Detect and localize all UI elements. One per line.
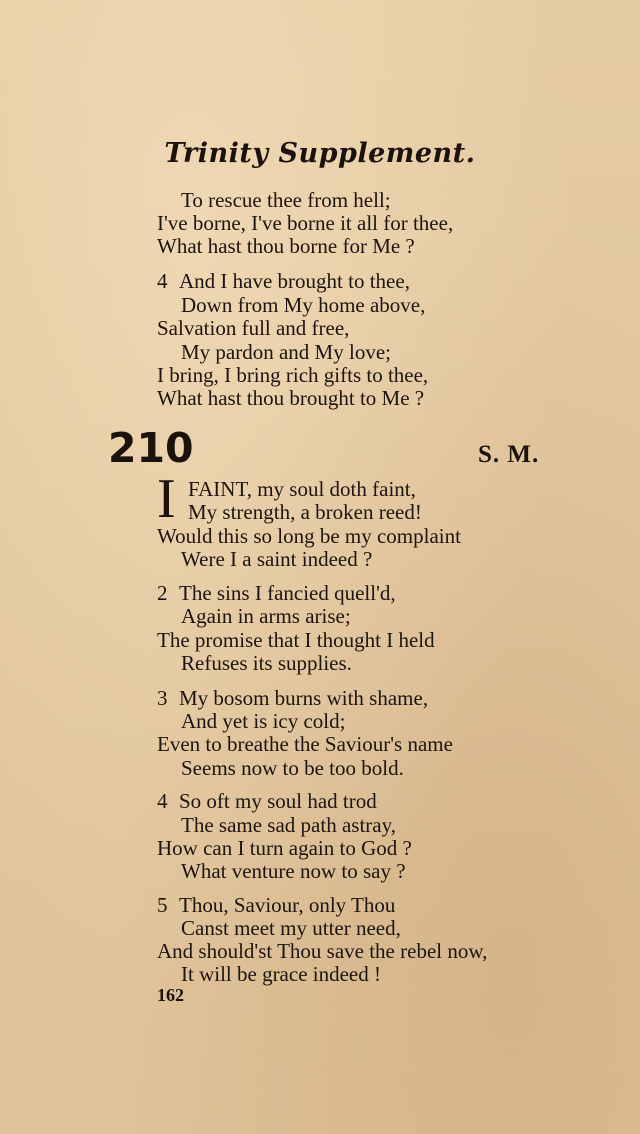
verse-line: Thou, Saviour, only Thou xyxy=(179,893,396,917)
verse-line: My pardon and My love; xyxy=(181,340,391,364)
verse-line: And yet is icy cold; xyxy=(181,709,346,733)
verse-line: And I have brought to thee, xyxy=(179,269,410,293)
verse-line: Down from My home above, xyxy=(181,293,426,317)
page-number: 162 xyxy=(157,985,184,1005)
verse-line: My bosom burns with shame, xyxy=(179,686,429,710)
stanza-first-line xyxy=(157,581,396,605)
verse-line: Would this so long be my complaint xyxy=(157,524,461,548)
verse-line: The promise that I thought I held xyxy=(157,628,435,652)
stanza-first-line xyxy=(157,789,377,813)
stanza-first-line xyxy=(157,269,410,293)
stanza-number: 4 xyxy=(157,789,168,813)
meter-label: S. M. xyxy=(478,441,540,468)
verse-line: My strength, a broken reed! xyxy=(188,500,422,524)
stanza-first-line xyxy=(157,893,395,917)
verse-line: What hast thou borne for Me ? xyxy=(157,234,415,258)
verse-line: Even to breathe the Saviour's name xyxy=(157,732,453,756)
verse-line: Canst meet my utter need, xyxy=(181,916,401,940)
stanza-number: 4 xyxy=(157,269,168,293)
verse-line: Again in arms arise; xyxy=(181,604,351,628)
verse-line: How can I turn again to God ? xyxy=(157,836,412,860)
verse-line: The sins I fancied quell'd, xyxy=(179,581,396,605)
verse-line: To rescue thee from hell; xyxy=(181,188,391,212)
stanza-number: 2 xyxy=(157,581,168,605)
verse-line: FAINT, my soul doth faint, xyxy=(188,477,416,501)
verse-line: The same sad path astray, xyxy=(181,813,396,837)
verse-line: Were I a saint indeed ? xyxy=(181,547,373,571)
running-header: Trinity Supplement. xyxy=(164,138,476,169)
verse-line: Salvation full and free, xyxy=(157,316,350,340)
drop-cap: I xyxy=(157,468,176,530)
verse-line: I bring, I bring rich gifts to thee, xyxy=(157,363,429,387)
verse-line: Seems now to be too bold. xyxy=(181,756,404,780)
verse-line: What venture now to say ? xyxy=(181,859,406,883)
verse-line: So oft my soul had trod xyxy=(179,789,377,813)
verse-line: What hast thou brought to Me ? xyxy=(157,386,425,410)
verse-line: And should'st Thou save the rebel now, xyxy=(157,939,488,963)
stanza-number: 5 xyxy=(157,893,168,917)
stanza-number: 3 xyxy=(157,686,168,710)
verse-line: It will be grace indeed ! xyxy=(181,962,381,986)
verse-line: I've borne, I've borne it all for thee, xyxy=(157,211,454,235)
hymn-number: 210 xyxy=(108,424,194,472)
stanza-first-line xyxy=(157,686,428,710)
verse-line: Refuses its supplies. xyxy=(181,651,352,675)
